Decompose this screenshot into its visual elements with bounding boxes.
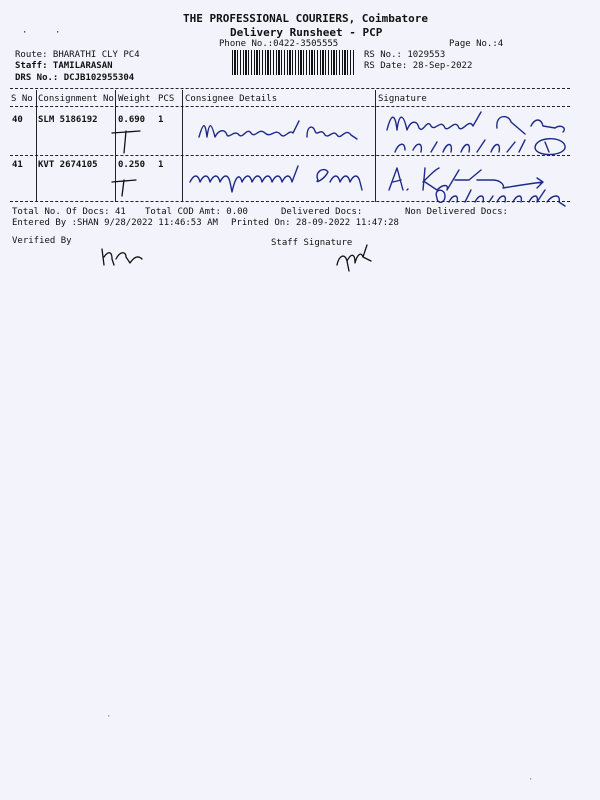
route-label: Route: BHARATHI CLY PC4 [15,50,140,60]
row-sno: 40 [12,115,23,125]
scan-mark: · [528,775,534,785]
handwritten-signature-row2 [385,162,575,210]
handwritten-consignee-row1 [195,115,365,145]
header-rule [10,106,570,107]
table-top-rule [10,88,570,89]
row-rule [10,155,570,156]
rs-date: RS Date: 28-Sep-2022 [364,61,473,71]
total-docs: Total No. Of Docs: 41 [12,207,126,217]
row-pcs: 1 [158,160,164,170]
staff-signature-mark [333,243,378,275]
handwritten-signature-row1 [385,108,575,160]
handwritten-tick [110,168,150,198]
verified-by-signature [100,245,150,271]
delivered-docs: Delivered Docs: [281,207,363,217]
handwritten-consignee-row2 [188,160,368,194]
rs-number: RS No.: 1029553 [364,50,446,60]
table-bottom-rule [10,201,570,202]
handwritten-tick [110,125,150,155]
header-pcs: PCS [158,94,175,104]
row-consignment-no: SLM 5186192 [38,115,98,125]
header-consignment: Consignment No [38,94,114,104]
row-consignment-no: KVT 2674105 [38,160,98,170]
total-cod-amount: Total COD Amt: 0.00 [145,207,248,217]
header-signature: Signature [378,94,427,104]
row-weight: 0.250 [118,160,146,170]
row-sno: 41 [12,160,23,170]
row-weight: 0.690 [118,115,146,125]
document-subtitle: Delivery Runsheet - PCP [230,26,383,39]
barcode [232,50,354,75]
row-pcs: 1 [158,115,164,125]
company-title: THE PROFESSIONAL COURIERS, Coimbatore [183,12,429,25]
scan-mark: · [106,712,112,722]
header-weight: Weight [118,94,151,104]
entered-by: Entered By :SHAN 9/28/2022 11:46:53 AM [12,218,218,228]
staff-label: Staff: TAMILARASAN [15,61,113,71]
header-sno: S No [11,94,33,104]
scan-mark: · [55,28,61,38]
non-delivered-docs: Non Delivered Docs: [405,207,508,217]
page-number: Page No.:4 [449,39,504,49]
drs-number: DRS No.: DCJB102955304 [15,73,135,83]
verified-by-label: Verified By [12,236,72,246]
header-consignee-details: Consignee Details [185,94,278,104]
scan-mark: · [22,28,28,38]
phone-number: Phone No.:0422-3505555 [219,39,339,49]
staff-signature-label: Staff Signature [271,238,353,248]
printed-on: Printed On: 28-09-2022 11:47:28 [231,218,399,228]
